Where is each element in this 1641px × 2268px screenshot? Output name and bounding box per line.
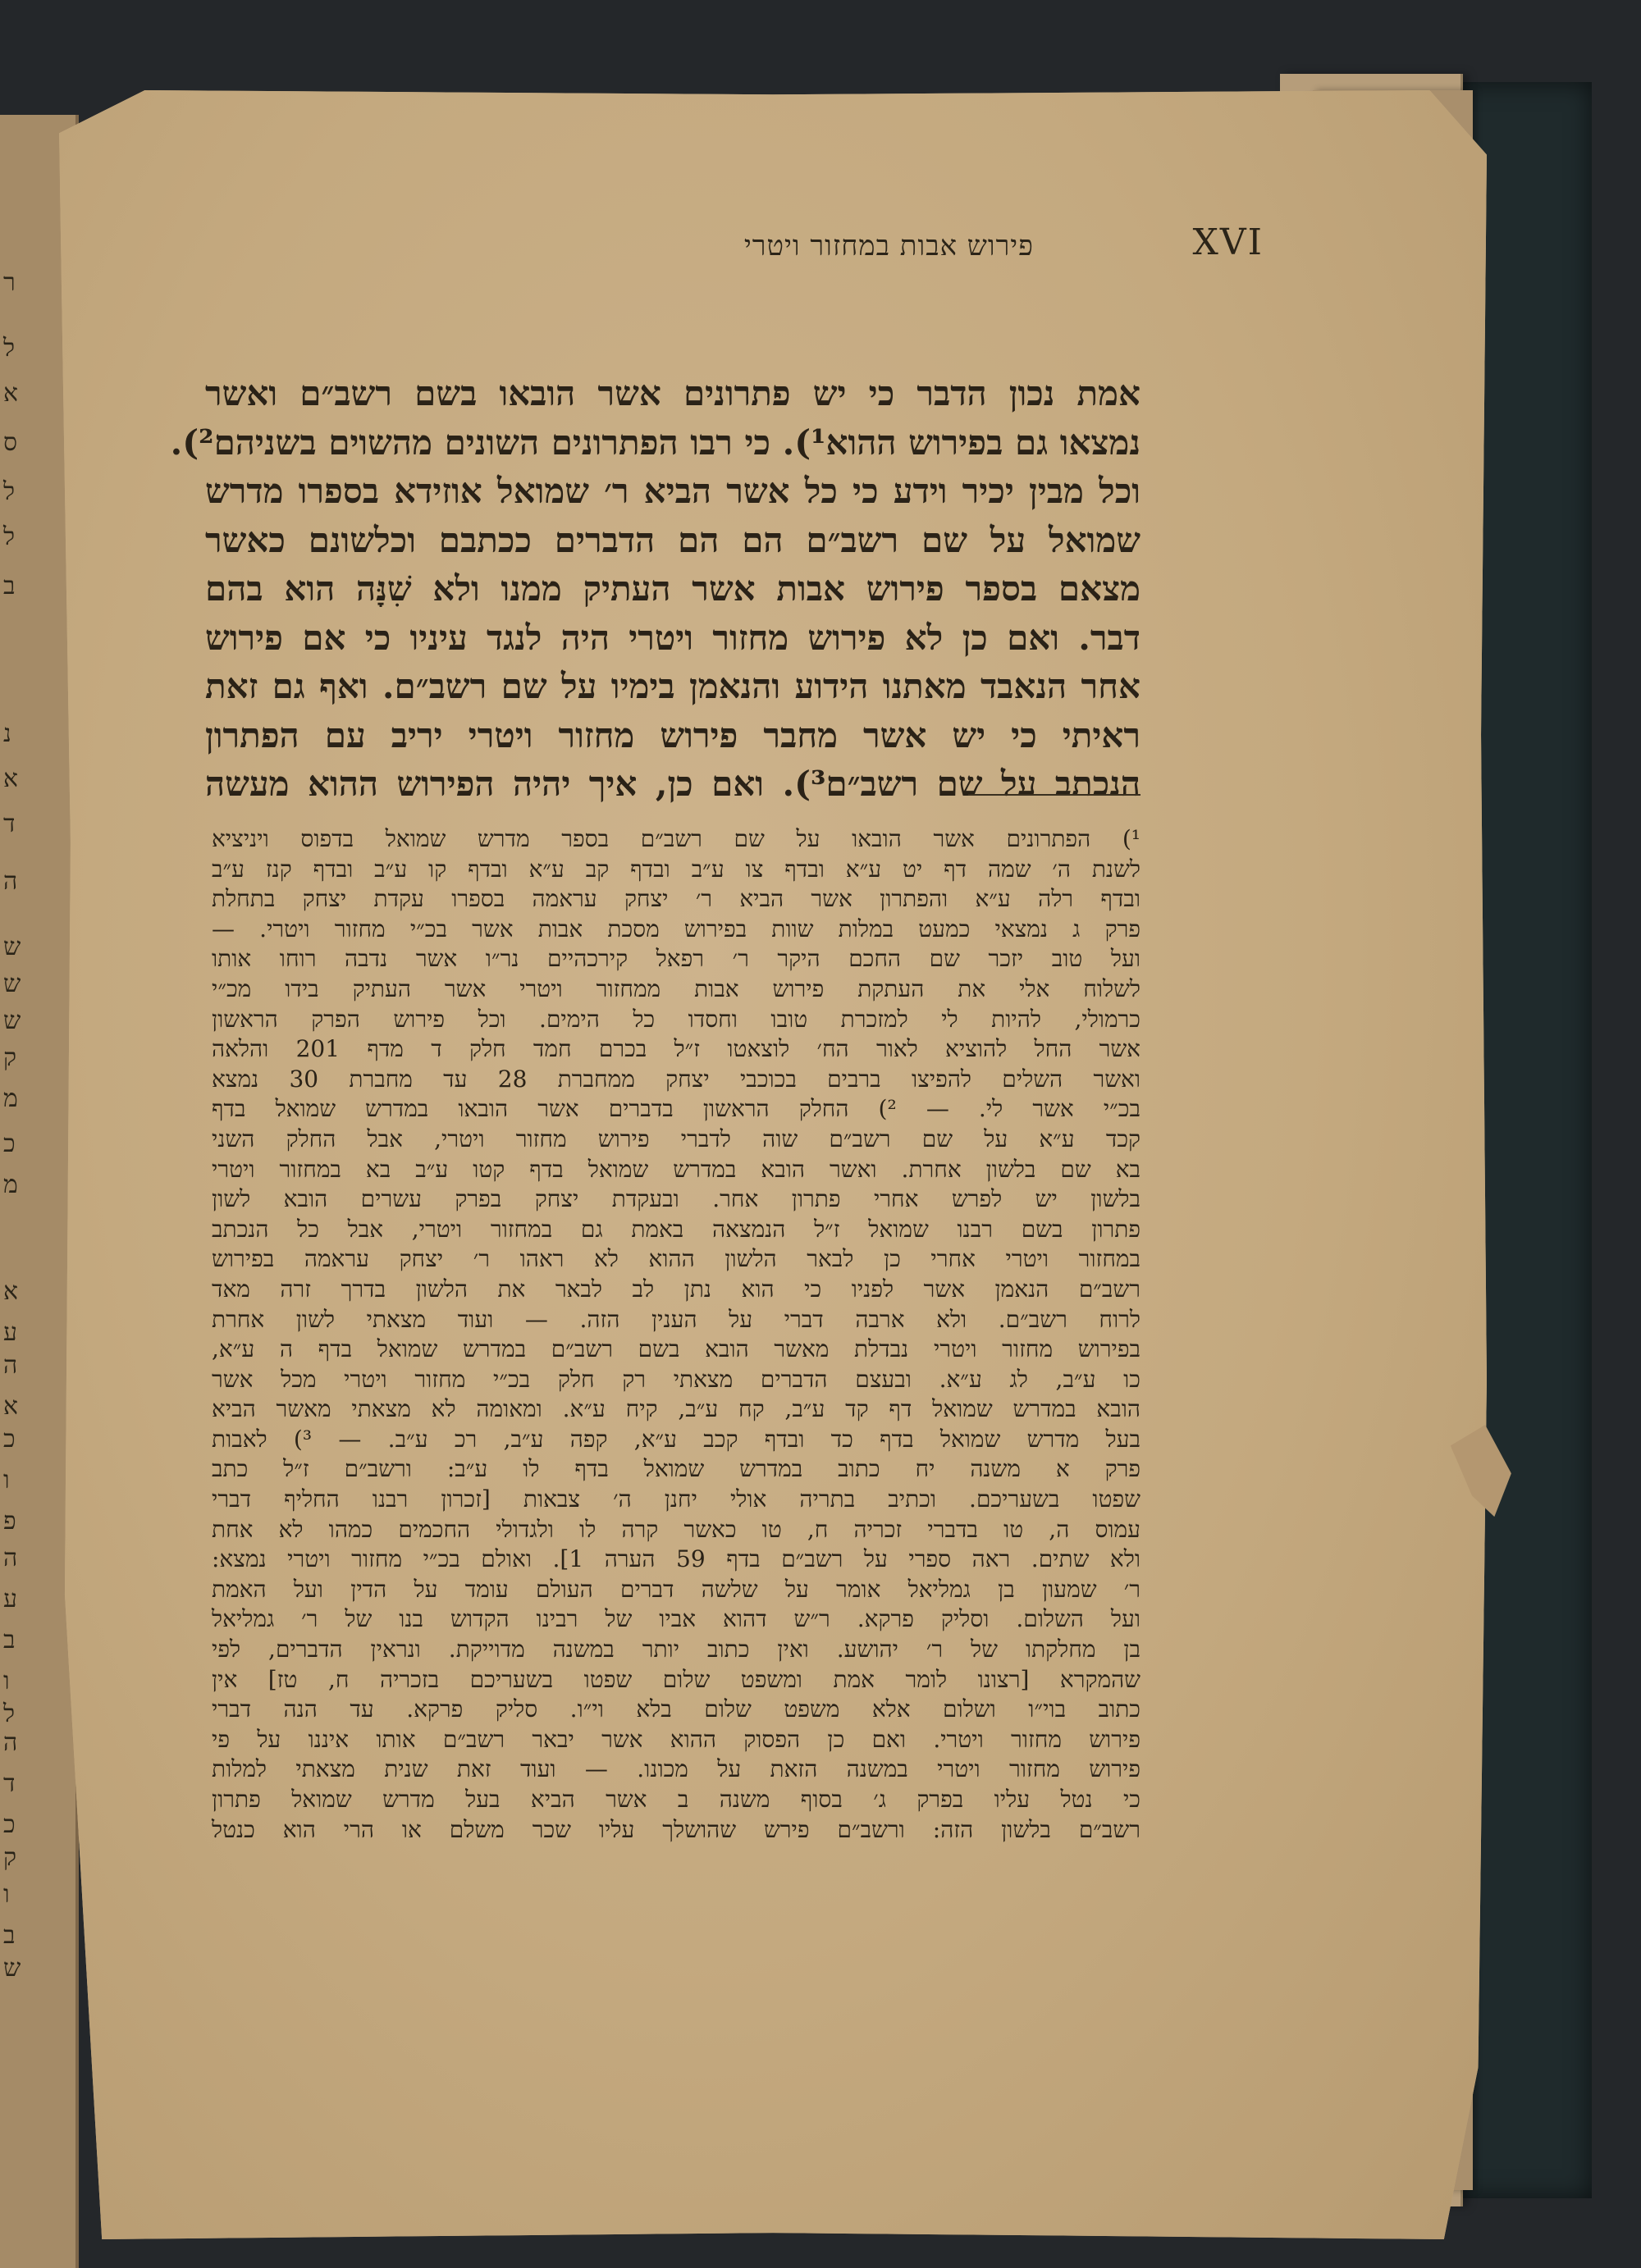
footnote-line: בלשון יש לפרש אחרי פתרון אחר. ובעקדת יצחק בפרק עשרים הובא לשון xyxy=(212,1185,1140,1213)
footnote-line: ועל השלום. וסליק פרקא. ר״ש דהוא אביו של רבינו הקדוש בנו של ר׳ גמליאל xyxy=(212,1605,1140,1633)
previous-page-text-fragment: ל xyxy=(3,334,16,363)
main-text-line: דבר. ואם כן לא פירוש מחזור ויטרי היה לנגד עיניו כי אם פירוש xyxy=(205,617,1140,658)
previous-page-text-fragment: א xyxy=(3,1392,19,1421)
main-text-line: הנכתב על שם רשב״ם³). ואם כן, איך יהיה הפירוש ההוא מעשה xyxy=(205,764,1140,804)
footnote-line: פתרון בשם רבנו שמואל ז״ל הנמצאה באמת גם במחזור ויטרי, אבל כל הנכתב xyxy=(212,1215,1140,1243)
previous-page-text-fragment: ב xyxy=(3,1921,16,1950)
footnote-line: רשב״ם בלשון הזה: ורשב״ם פירש שהושלך עליו שכר משלם או הרי הוא כנטל xyxy=(212,1815,1140,1843)
footnote-line: לשלוח אלי את העתקת פירוש אבות ממחזור ויטרי אשר העתיק בידו מכ״י xyxy=(212,974,1140,1002)
footnote-line: פרק ג נמצאי כמעט במלות שוות בפירוש מסכת אבות אשר בכ״י מחזור ויטרי. — xyxy=(212,915,1140,942)
footnote-line: לשנת ה׳ שמה דף יט ע״א ובדף צו ע״ב ובדף קב ע״א ובדף קו ע״ב ובדף קנז ע״ב xyxy=(212,855,1140,883)
main-text-line: אמת נכון הדבר כי יש פתרונים אשר הובאו בשם רשב״ם ואשר xyxy=(205,373,1140,413)
previous-page-text-fragment: ר xyxy=(3,268,16,297)
previous-page-text-fragment: ש xyxy=(3,1006,21,1035)
main-text-line: ראיתי כי יש אשר מחבר פירוש מחזור ויטרי יריב עם הפתרון xyxy=(205,714,1140,755)
previous-page-text-fragment: א xyxy=(3,379,19,408)
main-text-line: אחר הנאבד מאתנו הידוע והנאמן בימיו על שם רשב״ם. ואף גם זאת xyxy=(205,666,1140,706)
footnote-separator xyxy=(968,794,1140,796)
previous-page-text-fragment: ש xyxy=(3,933,21,961)
previous-page-text-fragment: נ xyxy=(3,719,11,748)
footnote-line: שהמקרא [רצונו לומר אמת ומשפט שלום שפטו בשעריכם בזכריה ח, טז] אין xyxy=(212,1665,1140,1693)
page-header xyxy=(181,215,1313,272)
footnote-line: בכ״י אשר לי. — ²) החלק הראשון בדברים אשר הובאו במדרש שמואל בדף xyxy=(212,1095,1140,1123)
footnote-line: פירוש מחזור ויטרי במשנה הזאת על מכונו. — ועוד זאת שנית מצאתי למלות xyxy=(212,1755,1140,1783)
footnote-line: ואשר השלים להפיצו ברבים בכוכבי יצחק ממחברת 28 עד מחברת 30 נמצא xyxy=(212,1065,1140,1093)
footnote-line: בן מחלקתו של ר׳ יהושע. ואין כתוב יותר במשנה מדוייקת. ונראין הדברים, לפי xyxy=(212,1636,1140,1663)
main-text-line: מצאם בספר פירוש אבות אשר העתיק ממנו ולא שִׁנָּה הוא בהם xyxy=(205,568,1140,609)
footnote-line: אשר החל להוציא לאור הח׳ לוצאטו ז״ל בכרם חמד חלק ד מדף 201 והלאה xyxy=(212,1035,1140,1063)
previous-page-text-fragment: כ xyxy=(3,1810,16,1839)
footnote-line: שפטו בשעריכם. וכתיב בתריה אולי יחנן ה׳ צבאות [זכרון רבנו החליף דברי xyxy=(212,1485,1140,1513)
previous-page-text-fragment: ב xyxy=(3,572,16,600)
previous-page-text-fragment: ק xyxy=(3,1843,17,1872)
page-number: XVI xyxy=(1192,221,1264,263)
previous-page-text-fragment: ו xyxy=(3,1880,10,1909)
footnotes-block xyxy=(212,824,1140,1845)
previous-page-text-fragment: ס xyxy=(3,428,18,457)
previous-page-text-fragment: כ xyxy=(3,1129,16,1158)
footnote-line: בפירוש מחזור ויטרי נבדלת מאשר הובא בשם רשב״ם במדרש שמואל בדף ה ע״א, xyxy=(212,1335,1140,1363)
previous-page-text-fragment: ו xyxy=(3,1466,10,1495)
previous-page-text-fragment: ה xyxy=(3,1728,18,1757)
footnote-line: לרוח רשב״ם. ולא ארבה דברי על הענין הזה. — ועוד מצאתי לשון אחרת xyxy=(212,1305,1140,1333)
previous-page-text-fragment: ק xyxy=(3,1043,17,1072)
footnote-line: כרמולי, להיות לי למזכרת טובו וחסדו כל הימים. וכל פירוש הפרק הראשון xyxy=(212,1005,1140,1033)
main-text-line: שמואל על שם רשב״ם הם הם הדברים ככתבם וכלשונם כאשר xyxy=(205,519,1140,560)
footnote-line: פרק א משנה יח כתוב במדרש שמואל בדף לו ע״ב: ורשב״ם ז״ל כתב xyxy=(212,1455,1140,1483)
previous-page-text-fragment: ו xyxy=(3,1667,10,1695)
previous-page-text-fragment: ל xyxy=(3,1700,16,1728)
previous-page-text-fragment: ה xyxy=(3,1351,18,1380)
previous-page-text-fragment: ד xyxy=(3,810,16,838)
footnote-line: כתוב בוי״ו ושלום אלא משפט שלום בלא וי״ו. סליק פרקא. עד הנה דברי xyxy=(212,1695,1140,1723)
main-text-body xyxy=(170,369,1140,809)
previous-page-text-fragment: ע xyxy=(3,1585,17,1613)
previous-page-text-fragment: ע xyxy=(3,1318,17,1347)
footnote-line: ובדף רלה ע״א והפתרון אשר הביא ר׳ יצחק עראמה בספרו עקדת יצחק בתחלת xyxy=(212,885,1140,913)
footnote-line: ר׳ שמעון בן גמליאל אומר על שלשה דברים העולם עומד על הדין ועל האמת xyxy=(212,1575,1140,1603)
footnote-line: כי נטל עליו בפרק ג׳ בסוף משנה ב אשר הביא בעל מדרש שמואל פתרון xyxy=(212,1786,1140,1813)
footnote-line: פירוש מחזור ויטרי. ואם כן הפסוק ההוא אשר יבאר רשב״ם אותו איננו על פי xyxy=(212,1725,1140,1753)
footnote-line: קכד ע״א על שם רשב״ם שוה לדברי פירוש מחזור ויטרי, אבל החלק השני xyxy=(212,1125,1140,1152)
footnote-line: במחזור ויטרי אחרי כן לבאר הלשון ההוא לא ראהו ר׳ יצחק עראמה בפירוש xyxy=(212,1245,1140,1273)
main-text-line: נמצאו גם בפירוש ההוא¹). כי רבו הפתרונים השונים מהשוים בשניהם²). xyxy=(170,422,1140,463)
previous-page-text-fragment: מ xyxy=(3,1084,18,1113)
previous-page-text-fragment: א xyxy=(3,764,19,793)
footnote-line: ולא שתים. ראה ספרי על רשב״ם בדף 59 הערה 1]. ואולם בכ״י מחזור ויטרי נמצא: xyxy=(212,1545,1140,1573)
previous-page-text-fragment: ל xyxy=(3,523,16,551)
previous-page-text-fragment: ש xyxy=(3,970,21,998)
footnote-line: רשב״ם הנאמן אשר לפניו כי הוא נתן לב לבאר את הלשון בדרך זרה מאד xyxy=(212,1275,1140,1303)
previous-page-text-fragment: כ xyxy=(3,1425,16,1453)
footnote-line: עמוס ה, טו בדברי זכריה ח, טו כאשר קרה לו ולגדולי החכמים כמהו לא אחת xyxy=(212,1515,1140,1543)
footnote-line: בא שם בלשון אחרת. ואשר הובא במדרש שמואל בדף קטו ע״ב בא במחזור ויטרי xyxy=(212,1155,1140,1183)
footnote-line: הובא במדרש שמואל דף קד ע״ב, קח ע״ב, קיח ע״א. ומאומה לא מצאתי מאשר הביא xyxy=(212,1395,1140,1423)
previous-page-text-fragment: א xyxy=(3,1277,19,1306)
footnote-line: ¹) הפתרונים אשר הובאו על שם רשב״ם בספר מדרש שמואל בדפוס ויניציא xyxy=(212,825,1140,852)
previous-page-text-fragment: ב xyxy=(3,1626,16,1654)
footnote-line: כו ע״ב, לג ע״א. ובעצם הדברים מצאתי רק חלק בכ״י מחזור ויטרי מכל אשר xyxy=(212,1365,1140,1393)
previous-page-text-fragment: פ xyxy=(3,1507,16,1536)
previous-page-text-fragment: ה xyxy=(3,1544,18,1572)
running-title: פירוש אבות במחזור ויטרי xyxy=(743,230,1034,262)
main-text-line: וכל מבין יכיר וידע כי כל אשר הביא ר׳ שמואל אוזידא בספרו מדרש xyxy=(205,471,1140,511)
previous-page-text-fragment: ד xyxy=(3,1769,16,1798)
previous-page-text-fragment: ה xyxy=(3,867,18,896)
footnote-line: ועל טוב יזכר שם החכם היקר ר׳ רפאל קירכהיים נר״ו אשר נדבה רוחו אותו xyxy=(212,945,1140,973)
footnote-line: בעל מדרש שמואל בדף כד ובדף קכב ע״א, קפה ע״ב, רכ ע״ב. — ³) לאבות xyxy=(212,1425,1140,1453)
previous-page-text-fragment: ל xyxy=(3,477,16,506)
previous-page-text-fragment: מ xyxy=(3,1171,18,1199)
previous-page-text-fragment: ש xyxy=(3,1954,21,1983)
